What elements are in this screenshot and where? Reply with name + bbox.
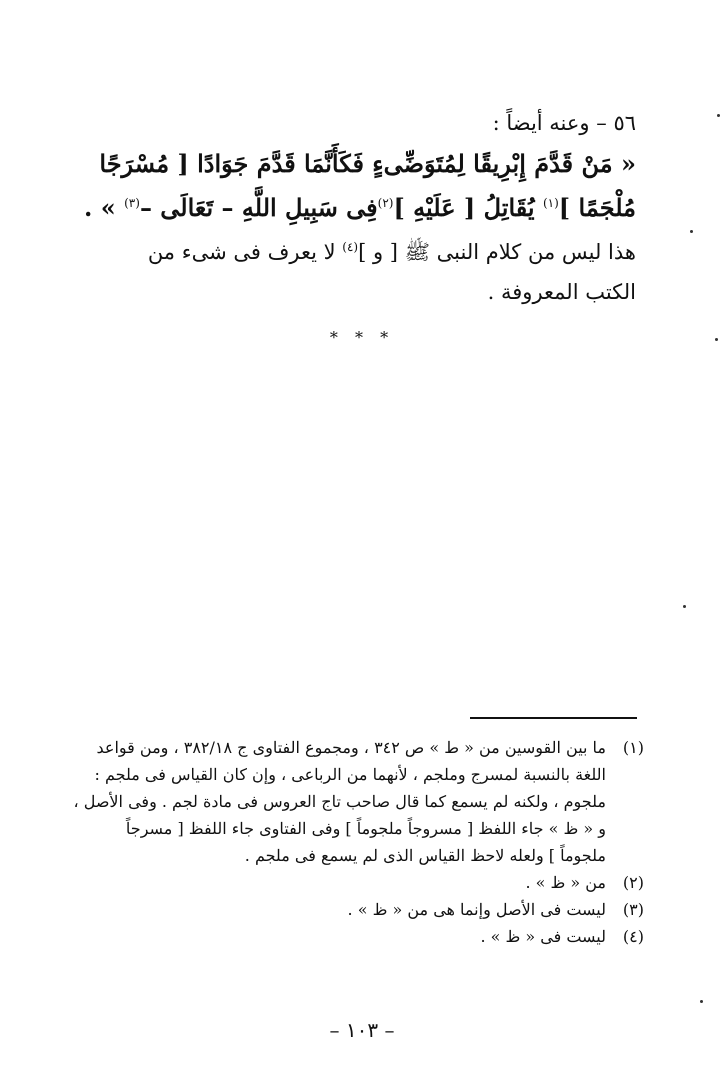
entry-dash: – — [596, 111, 607, 135]
hadith-line — [82, 186, 636, 230]
hadith-line-1: مَنْ قَدَّمَ إِبْرِيقًا لِمُتَوَضِّىءٍ فَكَأَنَّمَا قَدَّمَ جَوَادًا [ مُسْرَجًا — [99, 149, 613, 178]
footnote-line: ما بين القوسين من « ط » ص ٣٤٢ ، ومجموع الفتاوى ج ٣٨٢/١٨ ، ومن قواعد — [96, 738, 606, 757]
footnote-line: و « ظ » جاء اللفظ [ مسروجاً ملجوماً ] وفى الفتاوى جاء اللفظ [ مسرجاً — [125, 819, 606, 838]
footnotes — [73, 734, 644, 950]
scan-speck — [700, 1000, 703, 1003]
comment-line-2: الكتب المعروفة . — [487, 280, 636, 304]
footnote-item — [82, 923, 644, 950]
scan-speck — [715, 338, 718, 341]
hadith-line-2b: يُقَاتِلُ [ عَلَيْهِ ] — [393, 193, 543, 222]
footnote-body — [82, 896, 606, 923]
page-number: – ١٠٣ – — [329, 1018, 395, 1042]
scan-speck — [717, 114, 720, 117]
scan-speck — [683, 605, 686, 608]
hadith-text — [82, 142, 636, 230]
footnote-line: ملجوم ، ولكنه لم يسمع كما قال صاحب تاج العروس فى مادة لجم . وفى الأصل ، — [73, 792, 606, 811]
footnote-body — [82, 923, 606, 950]
footnote-line: ملجوماً ] ولعله لاحظ القياس الذى لم يسمع فى ملجم . — [244, 846, 606, 865]
footnote-line: من « ظ » . — [525, 873, 606, 892]
footnote-ref-3[interactable]: (٣) — [124, 196, 140, 210]
footnote-item — [82, 896, 644, 923]
footnote-line: ليست فى « ظ » . — [480, 927, 606, 946]
footnote-divider — [470, 717, 637, 719]
footnote-body — [73, 734, 606, 869]
footnote-body — [82, 869, 606, 896]
footnote-ref-1[interactable]: (١) — [542, 196, 559, 210]
footnote-ref-4[interactable]: (٤) — [342, 240, 359, 254]
close-quote: » . — [84, 193, 116, 222]
footnote-number: (١) — [622, 738, 644, 757]
hadith-line — [82, 142, 636, 186]
entry-number: ٥٦ — [613, 111, 636, 135]
footnote-line: اللغة بالنسبة لمسرج وملجم ، لأنهما من الرباعى ، وإن كان القياس فى ملجم : — [94, 765, 606, 784]
footnote-line: ليست فى الأصل وإنما هى من « ظ » . — [347, 900, 606, 919]
comment-line-1b: لا يعرف فى شىء من — [147, 240, 343, 264]
footnote-ref-2[interactable]: (٢) — [377, 196, 394, 210]
footnote-number: (٢) — [622, 873, 644, 892]
section-separator: * * * — [329, 328, 395, 347]
hadith-line-2c: فِى سَبِيلِ اللَّهِ – تَعَالَى – — [139, 193, 378, 222]
footnote-item — [82, 869, 644, 896]
footnote-item — [73, 734, 644, 869]
footnote-number: (٣) — [622, 900, 644, 919]
main-text — [82, 104, 636, 312]
comment-line — [82, 232, 636, 272]
scan-speck — [690, 230, 693, 233]
entry-intro: وعنه أيضاً : — [492, 111, 590, 135]
commentary — [82, 232, 636, 312]
open-quote: « — [621, 149, 636, 178]
comment-line-1a: هذا ليس من كلام النبى ﷺ [ و ] — [358, 240, 636, 264]
footnote-number: (٤) — [622, 927, 644, 946]
entry-heading — [82, 104, 636, 142]
hadith-line-2a: مُلْجَمًا ] — [558, 193, 636, 222]
